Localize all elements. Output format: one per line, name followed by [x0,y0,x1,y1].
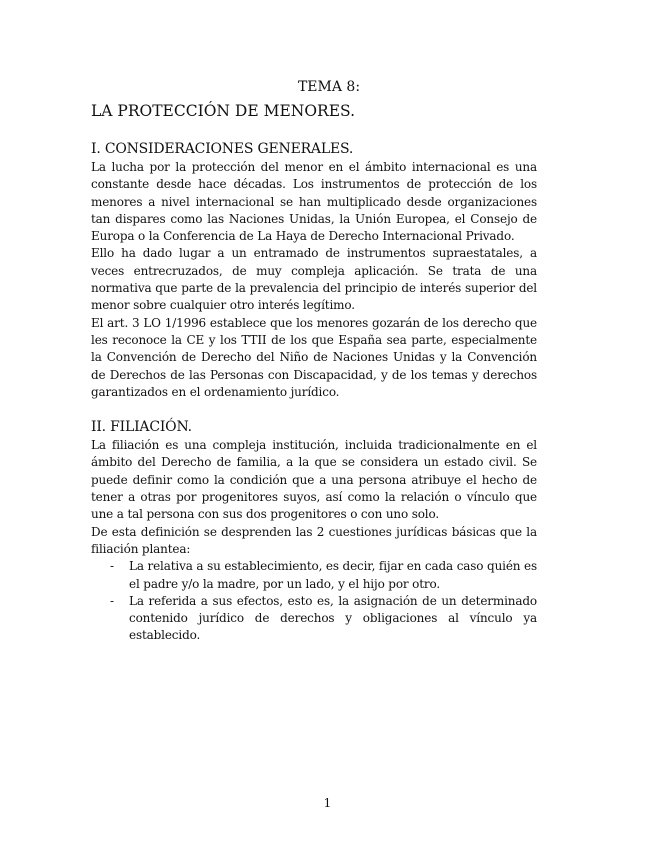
document-title: LA PROTECCIÓN DE MENORES. [91,102,356,120]
list-item [91,593,537,645]
bullet-dash: - [110,593,114,608]
paragraph: La lucha por la protección del menor en el ámbito internacional es una constante desde hace décadas. Los instrumentos de protección de los menores a nivel internacional se han multiplicado desde organizaciones tan dispares como las Naciones Unidas, la Unión Europea, el Consejo de Europa o la Conferencia de La Haya de Derecho Internacional Privado. [91,160,537,244]
section-heading-filiation: II. FILIACIÓN. [91,419,192,436]
list-item [91,558,537,593]
paragraph: La filiación es una compleja institución, incluida tradicionalmente en el ámbito del Derecho de familia, a la que se considera un estado civil. Se puede definir como la condición que a una persona atribuye el hecho de tener a otras por progenitores suyos, así como la relación o vínculo que une a tal persona con sus dos progenitores o con uno solo. [91,438,537,522]
list-item-text: La relativa a su establecimiento, es decir, fijar en cada caso quién es el padre y/o la madre, por un lado, y el hijo por otro. [129,559,537,591]
bullet-list [91,558,537,644]
paragraph: El art. 3 LO 1/1996 establece que los menores gozarán de los derecho que les reconoce la CE y los TTII de los que España sea parte, especialmente la Convención de Derecho del Niño de Naciones Unidas y la Convención de Derechos de las Personas con Discapacidad, y de los temas y derechos garantizados en el ordenamiento jurídico. [91,315,537,399]
topic-number: TEMA 8: [297,79,361,95]
page-content [91,78,537,645]
paragraph: De esta definición se desprenden las 2 cuestiones jurídicas básicas que la filiación plantea: [91,524,537,556]
bullet-dash: - [110,559,114,574]
list-item-text: La referida a sus efectos, esto es, la asignación de un determinado contenido jurídico de derechos y obligaciones al vínculo ya establecido. [129,593,537,643]
paragraph: Ello ha dado lugar a un entramado de instrumentos supraestatales, a veces entrecruzados, de muy compleja aplicación. Se trata de una normativa que parte de la prevalencia del principio de interés superior del menor sobre cualquier otro interés legítimo. [91,246,537,313]
section-heading-general-considerations: I. CONSIDERACIONES GENERALES. [91,141,354,157]
page-number: 1 [323,796,332,810]
